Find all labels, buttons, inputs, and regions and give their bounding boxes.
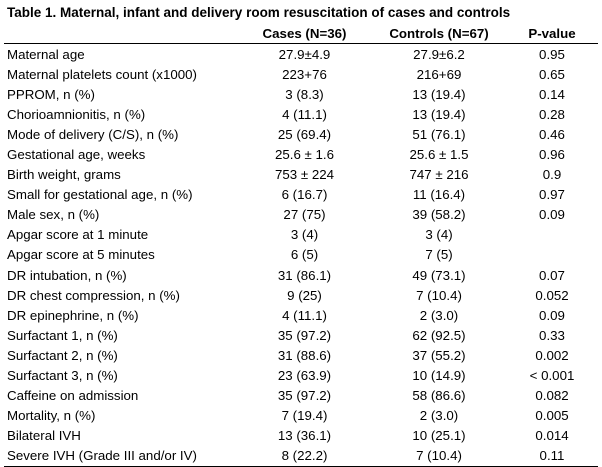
row-label: Bilateral IVH [7, 428, 81, 444]
controls-value: 13 (19.4) [412, 86, 466, 102]
p-value: 0.09 [539, 207, 565, 223]
cases-value: 4 (11.1) [282, 307, 327, 323]
p-value: < 0.001 [529, 368, 575, 384]
row-label: Maternal platelets count (x1000) [7, 66, 197, 82]
header-p-value: P-value [506, 23, 598, 44]
table-row [4, 104, 598, 124]
cases-value: 25.6 ± 1.6 [274, 147, 335, 163]
table-row [4, 325, 598, 345]
cases-value: 27 (75) [283, 207, 326, 223]
table-title: Table 1. Maternal, infant and delivery room resuscitation of cases and controls [7, 5, 511, 20]
controls-value: 58 (86.6) [412, 388, 466, 404]
row-label: Surfactant 3, n (%) [7, 368, 118, 384]
controls-value: 62 (92.5) [412, 327, 466, 343]
controls-value: 10 (25.1) [412, 428, 466, 444]
cases-value: 31 (86.1) [277, 267, 332, 283]
table-row [4, 426, 598, 446]
cases-value: 6 (16.7) [281, 187, 328, 203]
controls-value: 25.6 ± 1.5 [409, 147, 469, 163]
cases-value: 4 (11.1) [282, 106, 327, 122]
cases-value: 223+76 [282, 66, 327, 82]
p-value: 0.33 [539, 327, 565, 343]
cases-value: 35 (97.2) [277, 327, 332, 343]
row-label: DR intubation, n (%) [7, 267, 127, 283]
table-row [4, 245, 598, 265]
cases-value: 8 (22.2) [237, 446, 372, 467]
p-value: 0.005 [535, 408, 569, 424]
p-value: 0.09 [539, 307, 565, 323]
p-value: 0.11 [506, 446, 598, 467]
cases-value: 7 (19.4) [281, 408, 328, 424]
table-row [4, 84, 598, 104]
controls-value: 3 (4) [425, 227, 453, 243]
p-value: 0.052 [535, 287, 569, 303]
table-row [4, 305, 598, 325]
controls-value: 37 (55.2) [412, 347, 466, 363]
p-value [506, 245, 598, 265]
table-row [4, 165, 598, 185]
cases-value: 9 (25) [287, 287, 322, 303]
controls-value: 216+69 [416, 66, 462, 82]
table-row [4, 205, 598, 225]
controls-value: 2 (3.0) [419, 307, 459, 323]
row-label: Chorioamnionitis, n (%) [7, 106, 146, 122]
p-value: 0.97 [539, 187, 565, 203]
table-row [4, 144, 598, 164]
p-value: 0.082 [535, 388, 569, 404]
header-controls: Controls (N=67) [372, 23, 506, 44]
table-row [4, 285, 598, 305]
controls-value: 7 (10.4) [416, 287, 462, 303]
cases-value: 6 (5) [290, 247, 319, 263]
table-row [4, 185, 598, 205]
cases-value: 13 (36.1) [277, 428, 332, 444]
p-value: 0.96 [539, 147, 565, 163]
header-row [4, 23, 598, 44]
controls-value: 747 ± 216 [409, 167, 469, 183]
p-value: 0.95 [539, 46, 565, 62]
controls-value: 13 (19.4) [412, 106, 466, 122]
p-value: 0.28 [539, 106, 565, 122]
p-value: 0.14 [539, 86, 565, 102]
row-label: Birth weight, grams [7, 167, 121, 183]
controls-value: 10 (14.9) [412, 368, 466, 384]
table-row [4, 225, 598, 245]
cases-value: 753 ± 224 [274, 167, 335, 183]
row-label: Surfactant 2, n (%) [7, 347, 118, 363]
cases-value: 31 (88.6) [277, 347, 332, 363]
cases-value: 35 (97.2) [277, 388, 332, 404]
header-cases: Cases (N=36) [237, 23, 372, 44]
row-label: Mode of delivery (C/S), n (%) [7, 126, 179, 142]
controls-value: 11 (16.4) [412, 187, 466, 203]
controls-value: 2 (3.0) [419, 408, 459, 424]
table-body [4, 44, 598, 467]
cases-value: 3 (8.3) [285, 86, 324, 102]
p-value: 0.46 [539, 126, 565, 142]
table-row [4, 345, 598, 365]
row-label: Gestational age, weeks [7, 147, 146, 163]
cases-value: 3 (4) [290, 227, 319, 243]
controls-value: 49 (73.1) [412, 267, 466, 283]
table-row [4, 124, 598, 144]
row-label: Small for gestational age, n (%) [7, 187, 193, 203]
table-row [4, 406, 598, 426]
row-label: DR epinephrine, n (%) [7, 307, 139, 323]
table-row [4, 446, 598, 467]
cases-value: 23 (63.9) [277, 368, 332, 384]
row-label: Caffeine on admission [7, 388, 139, 404]
results-table [4, 23, 598, 467]
controls-value: 7 (10.4) [372, 446, 506, 467]
controls-value: 27.9±6.2 [413, 46, 465, 62]
row-label: Maternal age [7, 46, 85, 62]
table-row [4, 265, 598, 285]
row-label: Apgar score at 1 minute [7, 227, 149, 243]
row-label: Severe IVH (Grade III and/or IV) [4, 446, 237, 467]
p-value: 0.014 [535, 428, 569, 444]
row-label: Mortality, n (%) [7, 408, 96, 424]
controls-value: 51 (76.1) [412, 126, 466, 142]
p-value: 0.9 [542, 167, 562, 183]
row-label: Apgar score at 5 minutes [7, 247, 155, 263]
p-value: 0.07 [539, 267, 565, 283]
row-label: Male sex, n (%) [7, 207, 100, 223]
p-value [506, 225, 598, 245]
header-label [4, 23, 237, 44]
table-row [4, 386, 598, 406]
p-value: 0.002 [535, 347, 569, 363]
cases-value: 25 (69.4) [277, 126, 332, 142]
row-label: Surfactant 1, n (%) [7, 327, 118, 343]
p-value: 0.65 [539, 66, 565, 82]
table-row [4, 44, 598, 65]
row-label: PPROM, n (%) [7, 86, 95, 102]
cases-value: 27.9±4.9 [278, 46, 331, 62]
table-row [4, 64, 598, 84]
controls-value: 7 (5) [425, 247, 453, 263]
row-label: DR chest compression, n (%) [7, 287, 180, 303]
controls-value: 39 (58.2) [412, 207, 466, 223]
table-row [4, 366, 598, 386]
